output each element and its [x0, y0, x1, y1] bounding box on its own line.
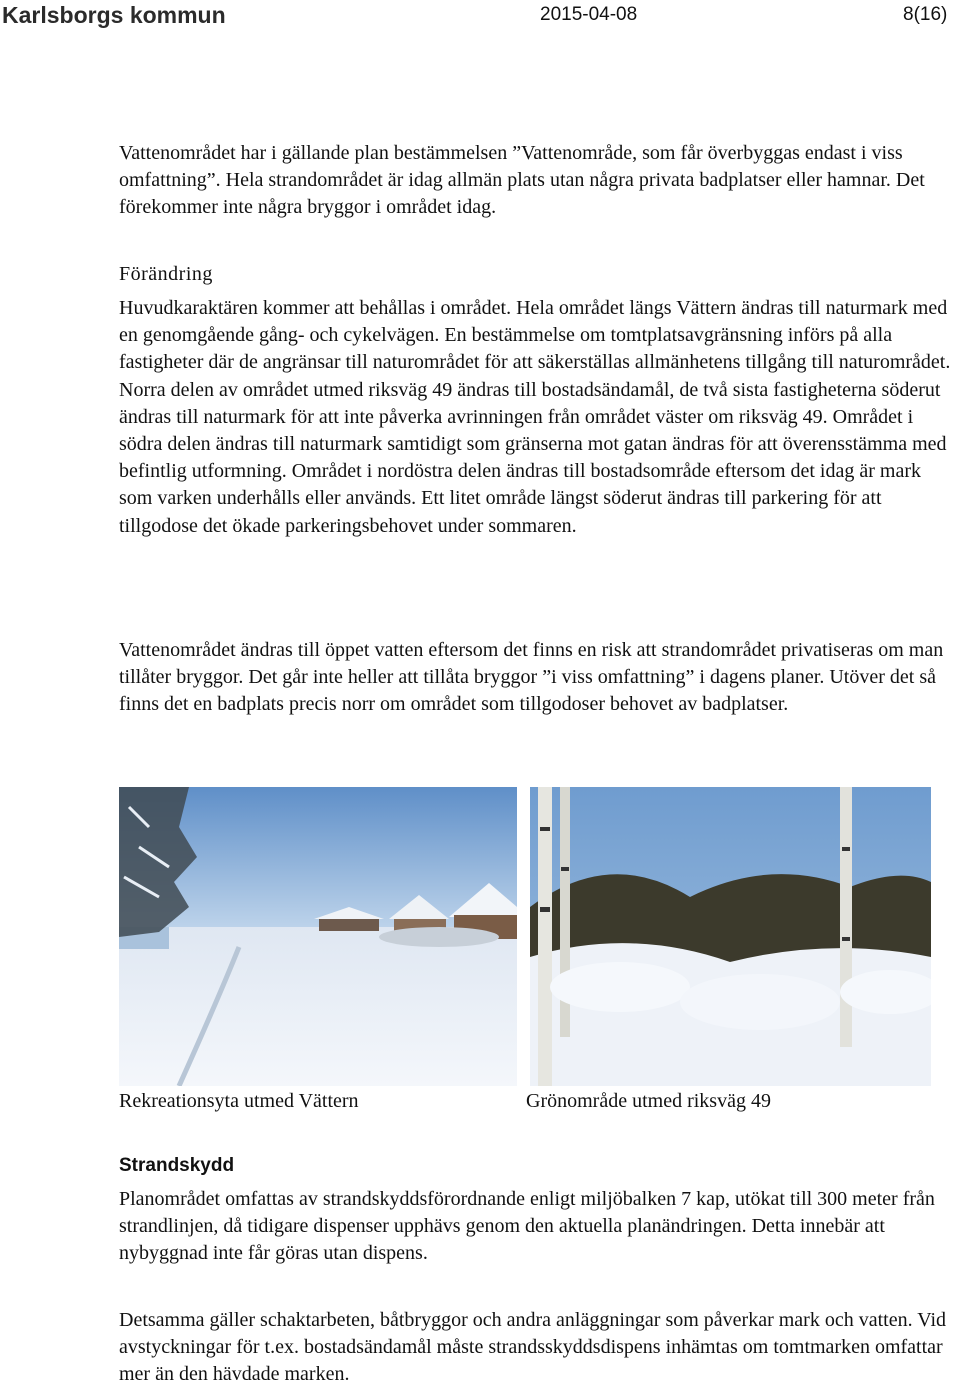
photo-green-area-image — [530, 787, 931, 1086]
caption-recreation-area: Rekreationsyta utmed Vättern — [119, 1090, 359, 1112]
caption-green-area: Grönområde utmed riksväg 49 — [526, 1090, 771, 1112]
document-date: 2015-04-08 — [540, 4, 638, 25]
svg-text:Karlsborgs kommun: Karlsborgs kommun — [2, 2, 226, 28]
page-number: 8(16) — [903, 4, 948, 25]
paragraph-shore-protection-exemption: Detsamma gäller schaktarbeten, båtbryggor och andra anläggningar som påverkar mark och vatten. Vid avstyckningar för t.ex. bostadsändamål måste strandsskyddsdispens inhämtas om tomtmarken omfattar mer än den hävdade marken. — [119, 1309, 947, 1386]
paragraph-change: Huvudkaraktären kommer att behållas i området. Hela området längs Vättern ändras till naturmark med en genomgående gång- och cykelvägen. En bestämmelse om tomtplatsavgränsning införs på alla fastigheter där de angränsar till naturområdet för att säkerställas allmänhetens tillgång till naturområdet. Norra delen av området utmed riksväg 49 ändras till bostadsändamål, de två sista fastigheterna söderut ändras till naturmark för att inte påverka avrinningen från området väster om riksväg 49. Området i södra delen ändras till naturmark samtidigt som gränserna mot gatan ändras för att överensstämma med befintlig utformning. Området i nordöstra delen ändras till bostadsområde eftersom det idag är mark som varken underhålls eller används. Ett litet område längst söderut ändras till parkering för att tillgodose det ökade parkeringsbehovet under sommaren. — [119, 297, 951, 537]
subheading-change: Förändring — [119, 263, 213, 285]
photo-recreation-area-image — [119, 787, 517, 1086]
photo-green-area — [530, 787, 931, 1086]
photo-recreation-area — [119, 787, 517, 1086]
paragraph-shore-protection: Planområdet omfattas av strandskyddsförordnande enligt miljöbalken 7 kap, utökat till 300 meter från strandlinjen, då tidigare dispenser upphävs genom den aktuella planändringen. Detta innebär att nybyggnad inte får göras utan dispens. — [119, 1188, 935, 1265]
paragraph-current-plan: Vattenområdet har i gällande plan bestämmelsen ”Vattenområde, som får överbyggas endast i viss omfattning”. Hela strandområdet är idag allmän plats utan några privata badplatser eller hamnar. Det förekommer inte några bryggor i området idag. — [119, 142, 925, 219]
paragraph-water-area: Vattenområdet ändras till öppet vatten eftersom det finns en risk att strandområdet privatiseras om man tillåter bryggor. Det går inte heller att tillåta bryggor ”i viss omfattning” i dagens planer. Utöver det så finns det en badplats precis norr om området som tillgodoser behovet av badplatser. — [119, 639, 944, 716]
page-header — [0, 0, 960, 32]
section-title-shore-protection: Strandskydd — [119, 1155, 235, 1176]
municipality-logo — [2, 2, 242, 28]
